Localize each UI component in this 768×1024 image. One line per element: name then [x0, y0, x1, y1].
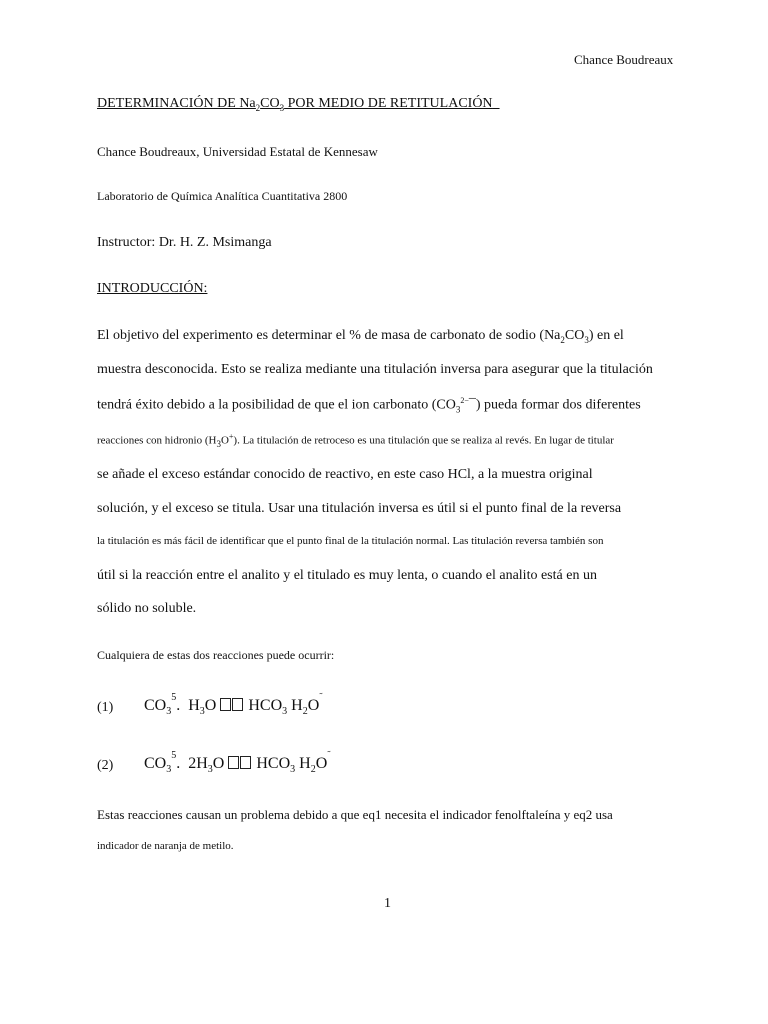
arrow-glyph-icon: [232, 698, 243, 711]
instructor: Instructor: Dr. H. Z. Msimanga: [97, 235, 272, 250]
page-number: 1: [384, 896, 391, 911]
intro-line-6: solución, y el exceso se titula. Usar una titulación inversa es útil si el punto final de la reversa: [97, 501, 622, 516]
arrow-glyph-icon: [228, 756, 239, 769]
intro-line-4: reacciones con hidronio $(H_3O^+)$. La titulación de retroceso es una titulación que se realiza al revés. En lugar de titular: [97, 432, 614, 449]
equation-1-number: (1): [97, 700, 114, 715]
intro-line-2: muestra desconocida. Esto se realiza mediante una titulación inversa para asegurar que la titulación: [97, 362, 653, 377]
lab-course: Laboratorio de Química Analítica Cuantitativa 2800: [97, 189, 348, 203]
intro-line-9: sólido no soluble.: [97, 601, 197, 616]
intro-line-8: útil si la reacción entre el analito y el titulado es muy lenta, o cuando el analito está en un: [97, 568, 597, 583]
arrow-glyph-icon: [220, 698, 231, 711]
arrow-glyph-icon: [240, 756, 251, 769]
intro-line-3: tendrá éxito debido a la posibilidad de que el ion carbonato $(CO_3^{2-}¯)$ pueda formar dos diferentes: [97, 396, 641, 415]
intro-heading: INTRODUCCIÓN:: [97, 281, 208, 296]
intro-line-5: se añade el exceso estándar conocido de reactivo, en este caso HCl, a la muestra original: [97, 467, 593, 482]
running-header-author: Chance Boudreaux: [574, 52, 674, 67]
intro-line-7: la titulación es más fácil de identificar que el punto final de la titulación normal. Las titulación reversa también son: [97, 535, 604, 547]
equation-2-number: (2): [97, 758, 114, 773]
equation-1: $CO_3^5$. $H_3O$ $HCO_3$ $H_2O^˜$: [144, 692, 323, 718]
document-title: DETERMINACIÓN DE $Na_2CO_3$ POR MEDIO DE RETITULACIÓN: [97, 96, 493, 113]
author-affiliation: Chance Boudreaux, Universidad Estatal de Kennesaw: [97, 144, 378, 159]
equation-2: $CO_3^5$. $2H_3O$ $HCO_3$ $H_2O^˜$: [144, 750, 331, 776]
intro-line-1: El objetivo del experimento es determinar el % de masa de carbonato de sodio $(Na_2CO_3)$ en el: [97, 328, 624, 345]
reactions-after-line-2: indicador de naranja de metilo.: [97, 840, 234, 852]
reactions-lead: Cualquiera de estas dos reacciones puede ocurrir:: [97, 648, 335, 662]
reactions-after-line-1: Estas reacciones causan un problema debido a que eq1 necesita el indicador fenolftaleína y eq2 usa: [97, 807, 613, 822]
